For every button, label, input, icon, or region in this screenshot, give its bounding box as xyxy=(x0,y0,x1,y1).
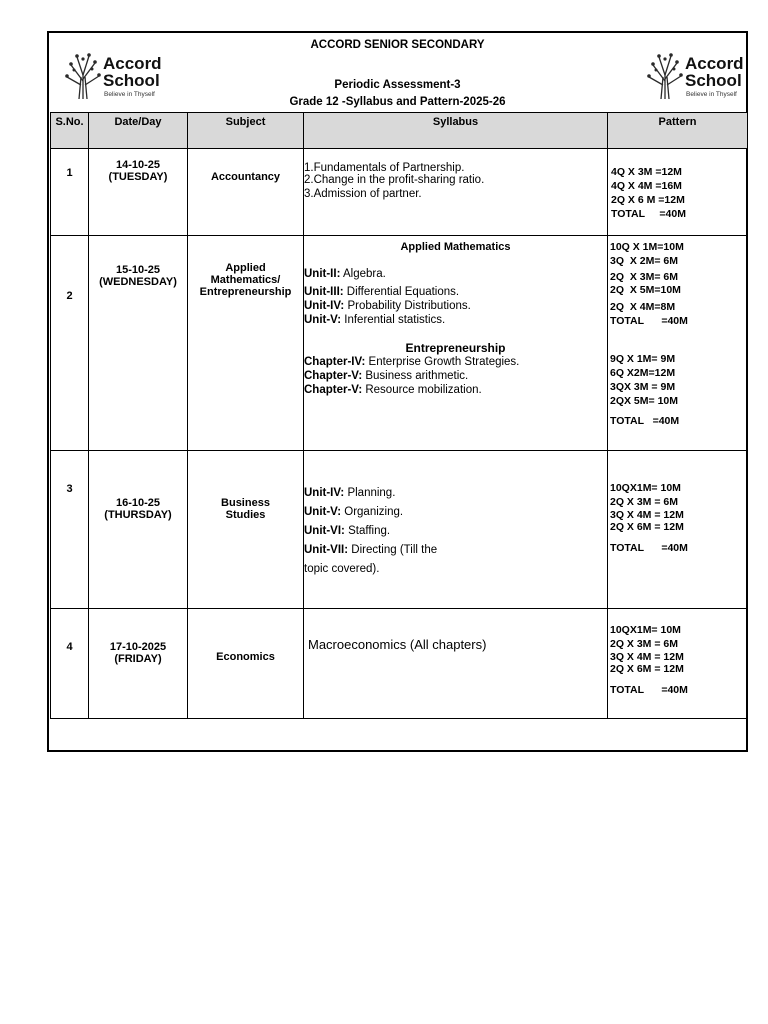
sno-value: 3 xyxy=(66,483,73,495)
pattern-cell xyxy=(608,149,748,236)
sno-value: 4 xyxy=(66,641,73,653)
table-row xyxy=(51,609,748,719)
pattern-total: TOTAL =40M xyxy=(610,684,688,696)
date-cell xyxy=(89,149,188,236)
syllabus-line xyxy=(304,503,607,522)
day-value: (FRIDAY) xyxy=(114,653,162,665)
unit-text: Organizing. xyxy=(341,506,404,518)
sno-value: 2 xyxy=(66,290,73,302)
table-row xyxy=(51,451,748,609)
unit-text: Inferential statistics. xyxy=(341,314,446,326)
document-header xyxy=(49,33,746,113)
unit-label: Unit-III: xyxy=(304,286,344,298)
date-cell xyxy=(89,236,188,451)
subject-line: Entrepreneurship xyxy=(199,286,292,298)
pattern-total: TOTAL =40M xyxy=(610,542,688,554)
logo-tagline: Believe in Thyself xyxy=(686,91,737,98)
chapter-label: Chapter-V: xyxy=(304,370,363,382)
pattern-line: 2Q X 3M = 6M xyxy=(610,638,678,650)
col-header-pattern: Pattern xyxy=(608,113,748,149)
unit-label: Unit-II: xyxy=(304,268,341,280)
syllabus-line xyxy=(304,541,607,560)
logo-word-accord: Accord xyxy=(103,54,162,73)
syllabus-line xyxy=(304,484,607,503)
pattern-line: 2Q X 6M = 12M xyxy=(610,663,684,675)
pattern-total: TOTAL =40M xyxy=(610,315,688,327)
subject-cell xyxy=(188,609,304,719)
pattern-line: 2QX 5M= 10M xyxy=(610,395,678,407)
date-value: 15-10-25 xyxy=(115,264,161,276)
pattern-line: 6Q X2M=12M xyxy=(610,367,676,379)
day-value: (WEDNESDAY) xyxy=(99,276,177,288)
date-cell xyxy=(89,451,188,609)
pattern-line: 3Q X 2M= 6M xyxy=(610,255,678,267)
tree-logo-icon xyxy=(63,51,103,101)
chapter-label: Chapter-IV: xyxy=(304,356,366,368)
syllabus-line: Macroeconomics (All chapters) xyxy=(308,637,487,652)
syllabus-cell xyxy=(304,149,608,236)
unit-label: Unit-IV: xyxy=(304,300,345,312)
pattern-total: TOTAL =40M xyxy=(611,208,686,220)
unit-text: Differential Equations. xyxy=(343,286,460,298)
syllabus-line xyxy=(304,522,607,541)
pattern-total: TOTAL =40M xyxy=(610,415,680,427)
chapter-text: Enterprise Growth Strategies. xyxy=(365,356,520,368)
school-name: ACCORD SENIOR SECONDARY xyxy=(310,39,485,51)
unit-label: Unit-VII: xyxy=(304,544,349,556)
logo-tagline: Believe in Thyself xyxy=(104,91,155,98)
date-value: 17-10-2025 xyxy=(109,641,167,653)
assessment-title: Periodic Assessment-3 xyxy=(334,79,461,91)
col-header-date: Date/Day xyxy=(89,113,188,149)
pattern-line: 2Q X 5M=10M xyxy=(610,284,681,296)
logo-word-accord: Accord xyxy=(685,54,744,73)
pattern-line: 2Q X 4M=8M xyxy=(610,301,676,313)
pattern-cell xyxy=(608,451,748,609)
date-value: 14-10-25 xyxy=(115,159,161,171)
pattern-line: 9Q X 1M= 9M xyxy=(610,353,676,365)
pattern-line: 3Q X 4M = 12M xyxy=(610,509,684,521)
sno-cell xyxy=(51,609,89,719)
pattern-line: 2Q X 3M= 6M xyxy=(610,271,678,283)
unit-text: Algebra. xyxy=(340,268,386,280)
table-header-row xyxy=(51,113,748,149)
subject-value: Economics xyxy=(216,651,275,663)
syllabus-line: 3.Admission of partner. xyxy=(304,188,422,200)
day-value: (TUESDAY) xyxy=(108,171,168,183)
unit-text: Staffing. xyxy=(344,525,391,537)
pattern-line: 2Q X 6M = 12M xyxy=(610,521,684,533)
pattern-line: 10QX1M= 10M xyxy=(610,624,681,636)
logo-word-school: School xyxy=(685,71,742,90)
syllabus-line: topic covered). xyxy=(304,563,380,575)
pattern-cell xyxy=(608,236,748,451)
pattern-line: 3Q X 4M = 12M xyxy=(610,651,684,663)
unit-label: Unit-V: xyxy=(304,314,342,326)
syllabus-line xyxy=(304,369,607,383)
syllabus-cell xyxy=(304,451,608,609)
syllabus-line xyxy=(304,313,607,327)
pattern-line: 10Q X 1M=10M xyxy=(610,241,684,253)
section-title-applied-mathematics: Applied Mathematics xyxy=(400,241,511,253)
syllabus-line: 2.Change in the profit-sharing ratio. xyxy=(304,174,485,186)
section-title-entrepreneurship: Entrepreneurship xyxy=(405,341,506,355)
unit-text: Directing (Till the xyxy=(348,544,438,556)
date-value: 16-10-25 xyxy=(115,497,161,509)
col-header-subject: Subject xyxy=(188,113,304,149)
pattern-cell xyxy=(608,609,748,719)
syllabus-cell xyxy=(304,609,608,719)
pattern-line: 2Q X 3M = 6M xyxy=(610,496,678,508)
table-row xyxy=(51,149,748,236)
pattern-line: 2Q X 6 M =12M xyxy=(611,194,685,206)
day-value: (THURSDAY) xyxy=(104,509,172,521)
pattern-line: 3QX 3M = 9M xyxy=(610,381,676,393)
school-logo-right xyxy=(645,51,755,109)
syllabus-table xyxy=(50,112,748,719)
document-frame xyxy=(47,31,748,752)
unit-text: Probability Distributions. xyxy=(344,300,471,312)
sno-cell xyxy=(51,236,89,451)
subject-cell xyxy=(188,451,304,609)
syllabus-line xyxy=(304,285,607,299)
syllabus-line xyxy=(304,355,607,369)
syllabus-line xyxy=(304,267,607,281)
subject-line: Business xyxy=(221,497,270,509)
pattern-line: 4Q X 4M =16M xyxy=(611,180,682,192)
date-cell xyxy=(89,609,188,719)
sno-cell xyxy=(51,451,89,609)
syllabus-line xyxy=(304,383,607,397)
col-header-syllabus: Syllabus xyxy=(304,113,608,149)
pattern-line: 10QX1M= 10M xyxy=(610,482,681,494)
pattern-line: 4Q X 3M =12M xyxy=(611,166,682,178)
chapter-text: Business arithmetic. xyxy=(362,370,469,382)
syllabus-cell xyxy=(304,236,608,451)
col-header-sno: S.No. xyxy=(51,113,89,149)
unit-text: Planning. xyxy=(344,487,396,499)
sno-value: 1 xyxy=(66,167,73,179)
subject-cell xyxy=(188,149,304,236)
logo-word-school: School xyxy=(103,71,160,90)
tree-logo-icon xyxy=(645,51,685,101)
unit-label: Unit-V: xyxy=(304,506,342,518)
subject-cell xyxy=(188,236,304,451)
table-row xyxy=(51,236,748,451)
subject-value: Accountancy xyxy=(210,171,281,183)
subject-line: Studies xyxy=(225,509,266,521)
subject-line: Mathematics/ xyxy=(210,274,281,286)
syllabus-line xyxy=(304,299,607,313)
syllabus-line: 1.Fundamentals of Partnership. xyxy=(304,162,465,174)
chapter-label: Chapter-V: xyxy=(304,384,363,396)
subject-line: Applied xyxy=(225,262,266,274)
chapter-text: Resource mobilization. xyxy=(362,384,482,396)
sno-cell xyxy=(51,149,89,236)
unit-label: Unit-IV: xyxy=(304,487,345,499)
grade-line: Grade 12 -Syllabus and Pattern-2025-26 xyxy=(289,96,506,108)
unit-label: Unit-VI: xyxy=(304,525,345,537)
